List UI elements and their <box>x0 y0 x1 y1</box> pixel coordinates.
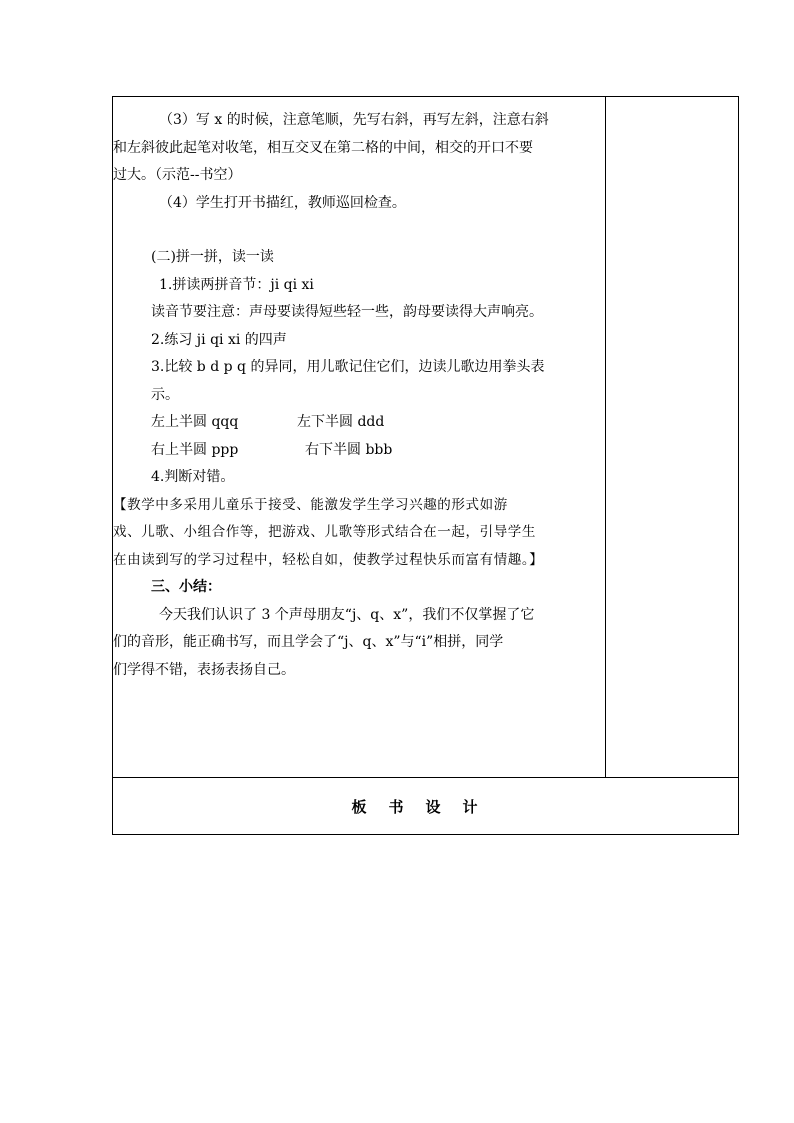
step3-line1: （3）写 x 的时候，注意笔顺，先写右斜，再写左斜，注意右斜 <box>159 112 549 128</box>
section2-title: (二)拼一拼，读一读 <box>151 249 274 265</box>
rhyme-right-1: 左下半圆 ddd <box>297 414 385 430</box>
summary-line1: 今天我们认识了 3 个声母朋友“j、q、x”，我们不仅掌握了它 <box>159 606 535 623</box>
step4: （4）学生打开书描红，教师巡回检查。 <box>159 194 406 211</box>
item-3-line1: 3.比较 b d p q 的异同，用儿歌记住它们，边读儿歌边用拳头表 <box>151 359 545 375</box>
item-3-line2: 示。 <box>151 386 179 403</box>
teaching-note-line1: 【教学中多采用儿童乐于接受、能激发学生学习兴趣的形式如游 <box>113 496 508 513</box>
summary-line2: 们的音形，能正确书写，而且学会了“j、q、x”与“i”相拼，同学 <box>113 634 504 650</box>
rhyme-right-2: 右下半圆 bbb <box>305 441 393 458</box>
step3-line3: 过大。（示范--书空） <box>113 167 242 183</box>
summary-line3: 们学得不错，表扬表扬自己。 <box>113 661 295 678</box>
step3-line2: 和左斜彼此起笔对收笔，相互交叉在第二格的中间，相交的开口不要 <box>113 139 533 156</box>
spacer <box>147 217 597 244</box>
rhyme-row-1 <box>151 409 597 437</box>
rhyme-left-2: 右上半圆 ppp <box>151 441 239 458</box>
teaching-note-line2: 戏、儿歌、小组合作等，把游戏、儿歌等形式结合在一起，引导学生 <box>113 524 536 540</box>
board-design-title: 板书设计 <box>351 797 500 816</box>
item-4: 4.判断对错。 <box>151 469 235 485</box>
column-divider <box>605 97 606 777</box>
section3-title: 三、小结： <box>151 579 221 595</box>
teaching-note-line3: 在由读到写的学习过程中，轻松自如，使教学过程快乐而富有情趣。】 <box>113 551 544 568</box>
item-1-note: 读音节要注意：声母要读得短些轻一些，韵母要读得大声响亮。 <box>151 304 543 320</box>
lesson-content-cell <box>113 97 605 777</box>
rhyme-left-1: 左上半圆 qqq <box>151 414 239 430</box>
item-2: 2.练习 ji qi xi 的四声 <box>151 331 287 348</box>
rhyme-row-2 <box>151 437 597 465</box>
item-1: 1.拼读两拼音节：ji qi xi <box>159 276 314 293</box>
lesson-plan-table <box>112 96 739 835</box>
